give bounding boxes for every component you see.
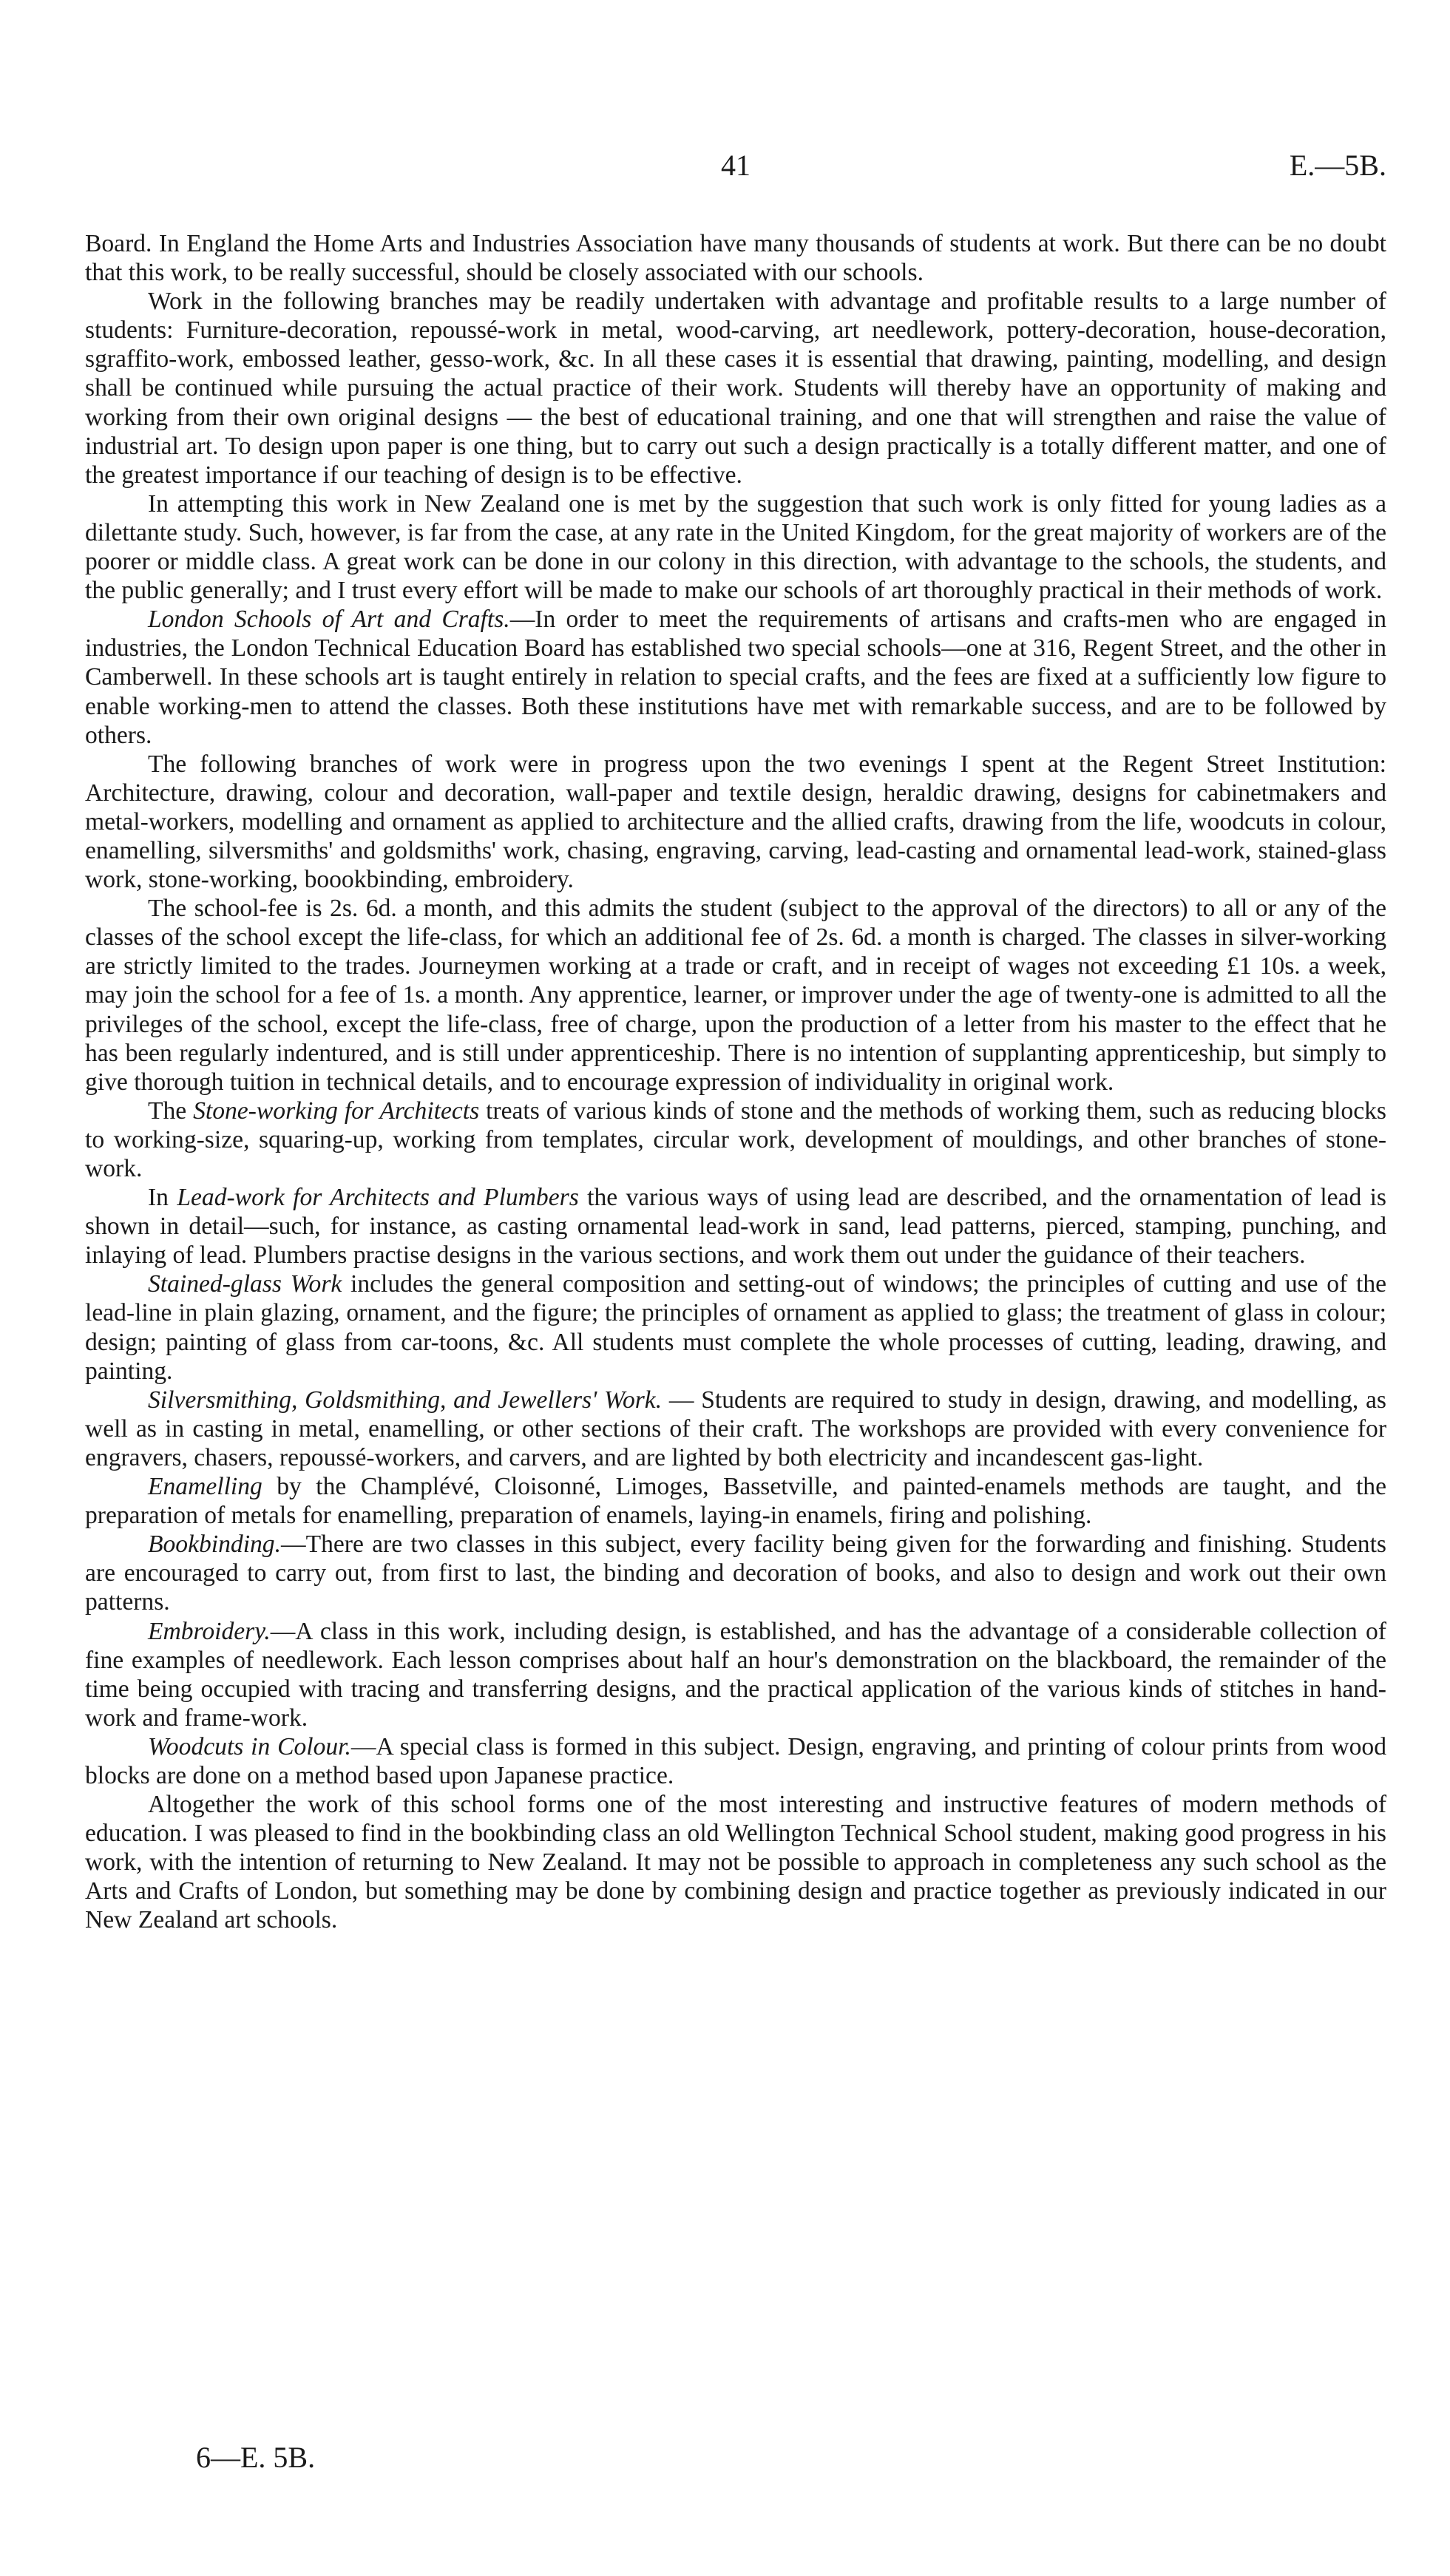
- paragraph: Stained-glass Work includes the general composition and setting-out of windows; the principles of cutting and use of the lead-line in plain glazing, ornament, and the figure; the principles of ornament as applied to glass; the treatment of glass in colour; design; painting of glass from car-toons, &c. All students must complete the whole processes of cutting, leading, drawing, and painting.: [85, 1270, 1387, 1385]
- paragraph: Bookbinding.—There are two classes in this subject, every facility being given for the forwarding and finishing. Students are encouraged to carry out, from first to last, the binding and decoration of books, and also to design and work out their own patterns.: [85, 1531, 1386, 1616]
- paragraph: Enamelling by the Champlévé, Cloisonné, Limoges, Bassetville, and painted-enamels methods are taught, and the preparation of metals for enamelling, preparation of enamels, laying-in enamels, firing and polishing.: [85, 1473, 1386, 1530]
- paragraph: The following branches of work were in progress upon the two evenings I spent at the Regent Street Institution: Architecture, drawing, colour and decoration, wall-paper and textile design, heraldic drawing, designs for cabinetmakers and metal-workers, modelling and ornament as applied to architecture and the allied crafts, drawing from the life, woodcuts in colour, enamelling, silversmiths' and goldsmiths' work, chasing, engraving, carving, lead-casting and ornamental lead-work, stained-glass work, stone-working, boookbinding, embroidery.: [85, 750, 1386, 894]
- section-heading: Embroidery.: [148, 1617, 271, 1645]
- paragraph: Work in the following branches may be readily undertaken with advantage and profitable results to a large number of students: Furniture-decoration, repoussé-work in metal, wood-carving, art needlework, pottery-decoration, house-decoration, sgraffito-work, embossed leather, gesso-work, &c. In all these cases it is essential that drawing, painting, modelling, and design shall be continued while pursuing the actual practice of their work. Students will thereby have an opportunity of making and working from their own original designs — the best of educational training, and one that will strengthen and raise the value of industrial art. To design upon paper is one thing, but to carry out such a design practically is a totally different matter, and one of the greatest importance if our teaching of design is to be effective.: [85, 288, 1386, 489]
- paragraph: Silversmithing, Goldsmithing, and Jewellers' Work. — Students are required to study in design, drawing, and modelling, as well as in casting in metal, enamelling, or other sections of their craft. The workshops are provided with every convenience for engravers, chasers, repoussé-workers, and carvers, and are lighted by both electricity and incandescent gas-light.: [85, 1386, 1386, 1471]
- paragraph: London Schools of Art and Crafts.—In order to meet the requirements of artisans and crafts-men who are engaged in industries, the London Technical Education Board has established two special schools—one at 316, Regent Street, and the other in Camberwell. In these schools art is taught entirely in relation to special crafts, and the fees are fixed at a sufficiently low figure to enable working-men to attend the classes. Both these institutions have met with remarkable success, and are to be followed by others.: [85, 606, 1386, 749]
- section-heading: Lead-work for Architects and Plumbers: [177, 1184, 579, 1212]
- paragraph: The school-fee is 2s. 6d. a month, and this admits the student (subject to the approval of the directors) to all or any of the classes of the school except the life-class, for which an additional fee of 2s. 6d. a month is charged. The classes in silver-working are strictly limited to the trades. Journeymen working at a trade or craft, and in receipt of wages not exceeding £1 10s. a week, may join the school for a fee of 1s. a month. Any apprentice, learner, or improver under the age of twenty-one is admitted to all the privileges of the school, except the life-class, free of charge, upon the production of a letter from his master to the effect that he has been regularly indentured, and is still under apprenticeship. There is no intention of supplanting apprenticeship, but simply to give thorough tuition in technical details, and to encourage expression of individuality in original work.: [85, 895, 1386, 1096]
- section-heading: Woodcuts in Colour.: [148, 1732, 351, 1760]
- paragraph: The Stone-working for Architects treats of various kinds of stone and the methods of working them, such as reducing blocks to working-size, squaring-up, working from templates, circular work, development of mouldings, and other branches of stone-work.: [85, 1097, 1386, 1182]
- document-reference: E.—5B.: [1289, 149, 1386, 182]
- section-heading: Bookbinding.: [148, 1531, 281, 1559]
- page-number: 41: [721, 149, 751, 182]
- body-text: [85, 229, 1386, 1935]
- section-heading: Silversmithing, Goldsmithing, and Jewellers' Work.: [148, 1386, 663, 1414]
- section-heading: Enamelling: [148, 1473, 262, 1501]
- paragraph: Woodcuts in Colour.—A special class is formed in this subject. Design, engraving, and printing of colour prints from wood blocks are done on a method based upon Japanese practice.: [85, 1732, 1386, 1789]
- section-heading: Stone-working for Architects: [193, 1097, 480, 1125]
- printer-signature: 6—E. 5B.: [196, 2441, 316, 2474]
- paragraph: Embroidery.—A class in this work, including design, is established, and has the advantage of a considerable collection of fine examples of needlework. Each lesson comprises about half an hour's demonstration on the blackboard, the remainder of the time being occupied with tracing and transferring designs, and the practical application of the various kinds of stitches in hand-work and frame-work.: [85, 1617, 1386, 1732]
- section-heading: London Schools of Art and Crafts.: [148, 606, 510, 634]
- section-heading: Stained-glass Work: [148, 1270, 342, 1298]
- paragraph: Altogether the work of this school forms one of the most interesting and instructive features of modern methods of education. I was pleased to find in the bookbinding class an old Wellington Technical School student, making good progress in his work, with the intention of returning to New Zealand. It may not be possible to approach in completeness any such school as the Arts and Crafts of London, but something may be done by combining design and practice together as previously indicated in our New Zealand art schools.: [85, 1791, 1386, 1934]
- paragraph: Board. In England the Home Arts and Industries Association have many thousands of students at work. But there can be no doubt that this work, to be really successful, should be closely associated with our schools.: [85, 230, 1386, 287]
- paragraph: In Lead-work for Architects and Plumbers the various ways of using lead are described, and the ornamentation of lead is shown in detail—such, for instance, as casting ornamental lead-work in sand, lead patterns, pierced, stamping, punching, and inlaying of lead. Plumbers practise designs in the various sections, and work them out under the guidance of their teachers.: [85, 1184, 1386, 1270]
- page-header: [85, 148, 1386, 192]
- paragraph: In attempting this work in New Zealand one is met by the suggestion that such work is only fitted for young ladies as a dilettante study. Such, however, is far from the case, at any rate in the United Kingdom, for the great majority of workers are of the poorer or middle class. A great work can be done in our colony in this direction, with advantage to the schools, the students, and the public generally; and I trust every effort will be made to make our schools of art thoroughly practical in their methods of work.: [85, 489, 1386, 605]
